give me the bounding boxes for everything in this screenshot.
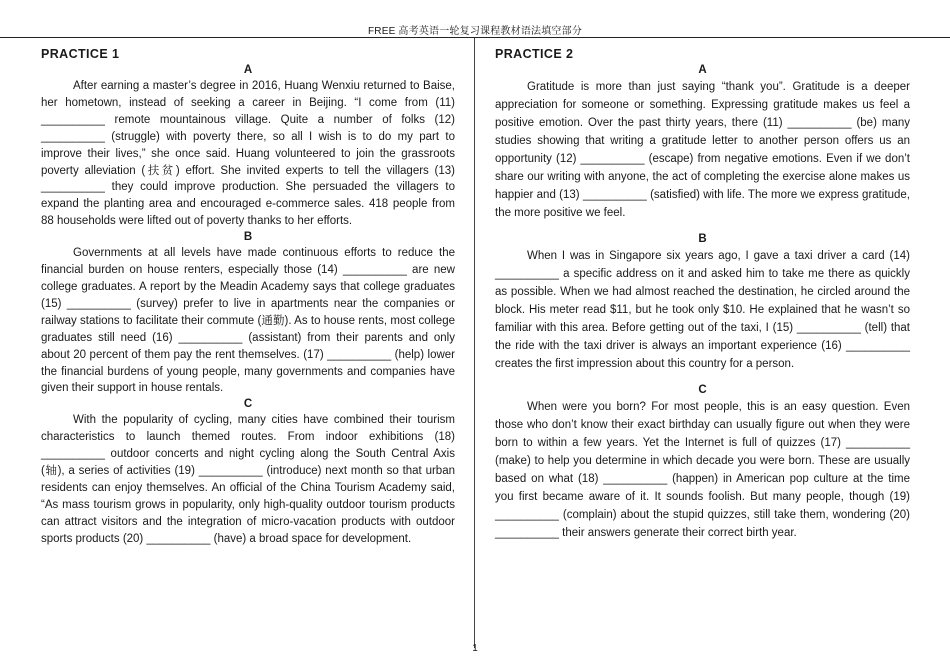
practice-1-title: PRACTICE 1: [41, 47, 120, 61]
practice-2-column: [495, 46, 910, 542]
practice-2-section-a-label: A: [698, 64, 707, 76]
practice-2-section-b-text: When I was in Singapore six years ago, I gave a taxi driver a card (14) __________ a specific address on it and asked him to take me there as quickly as possible. When we had almost reached the destination, he circled around the block. His meter read $11, but he took only $10. He explained that he wasn’t so familiar with this area. Before getting out of the taxi, I (15) __________ (tell) that the ride with the taxi driver is always an important experience (16) __________ creates the first impression about this country for a person.: [495, 250, 910, 370]
practice-1-column: [41, 46, 455, 548]
section-spacer: [495, 222, 910, 232]
page-header: FREE 高考英语一轮复习课程教材语法填空部分: [367, 26, 583, 37]
practice-1-section-c-label: C: [243, 398, 253, 411]
header-rule: [0, 37, 950, 38]
column-divider: [474, 38, 475, 648]
page-number: 1: [472, 643, 478, 654]
practice-1-section-b-label: B: [243, 231, 253, 244]
practice-1-section-c-text: With the popularity of cycling, many cities have combined their tourism characteristics to launch themed routes. From indoor exhibitions (18) __________ outdoor concerts and night cycling along the South Central Axis (轴), a series of activities (19) __________ (introduce) next month so that urban residents can enjoy themselves. An official of the China Tourism Academy said, “As mass tourism grows in popularity, only high-quality outdoor tourism products can attract visitors and the integration of micro-vacation products with outdoor sports products (20) __________ (have) a broad space for development.: [41, 414, 455, 545]
practice-1-section-a-label: A: [243, 64, 253, 76]
practice-2-section-b-label: B: [698, 233, 707, 245]
practice-2-section-c-text: When were you born? For most people, this is an easy question. Even those who don’t know their exact birthday can usually figure out when they were born to within a few years. Yet the Internet is full of quizzes (17) __________ (make) to help you determine in which decade you were born. These are usually based on what (18) __________ (happen) in American pop culture at the time you first became aware of it. It sounds foolish. But many people, though (19) __________ (complain) about the stupid quizzes, still take them, wondering (20) __________ their answers generate their correct birth year.: [495, 401, 910, 539]
practice-1-section-a-text: After earning a master’s degree in 2016, Huang Wenxiu returned to Baise, her hometown, instead of seeking a career in Beijing. “I come from (11) __________ remote mountainous village. Quite a number of folks (12) __________ (struggle) with poverty there, so all I wish is to do my part to improve their lives,” she once said. Huang volunteered to join the grassroots poverty alleviation (扶贫) effort. She invited experts to tell the villagers (13) __________ they could improve production. She persuaded the villagers to expand the planting area and encouraged e-commerce sales. 418 people from 88 households were lifted out of poverty thanks to her efforts.: [41, 80, 455, 228]
practice-2-section-a-text: Gratitude is more than just saying “thank you”. Gratitude is a deeper appreciation for someone or something. Expressing gratitude makes us feel a positive emotion. Over the past thirty years, there (11) __________ (be) many studies showing that writing a gratitude letter to another person offers us an opportunity (12) __________ (escape) from negative emotions. Even if we don’t share our writing with anyone, the act of completing the exercise alone makes us happier and (13) __________ (satisfied) with life. The more we express gratitude, the more positive we feel.: [495, 81, 910, 219]
practice-1-section-b-text: Governments at all levels have made continuous efforts to reduce the financial burden on house renters, especially those (14) __________ are new college graduates. A report by the Meadin Academy says that college graduates (15) __________ (survey) prefer to live in apartments near the companies or railway stations to facilitate their commute (通勤). As to house rents, most college graduates still need (16) __________ (assistant) from their parents and only about 20 percent of them pay the rent themselves. (17) __________ (help) lower the financial burdens of young people, many governments and companies have given their support in house rentals.: [41, 247, 455, 395]
section-spacer: [495, 373, 910, 383]
practice-2-title: PRACTICE 2: [495, 47, 574, 61]
practice-2-section-c-label: C: [698, 384, 707, 396]
